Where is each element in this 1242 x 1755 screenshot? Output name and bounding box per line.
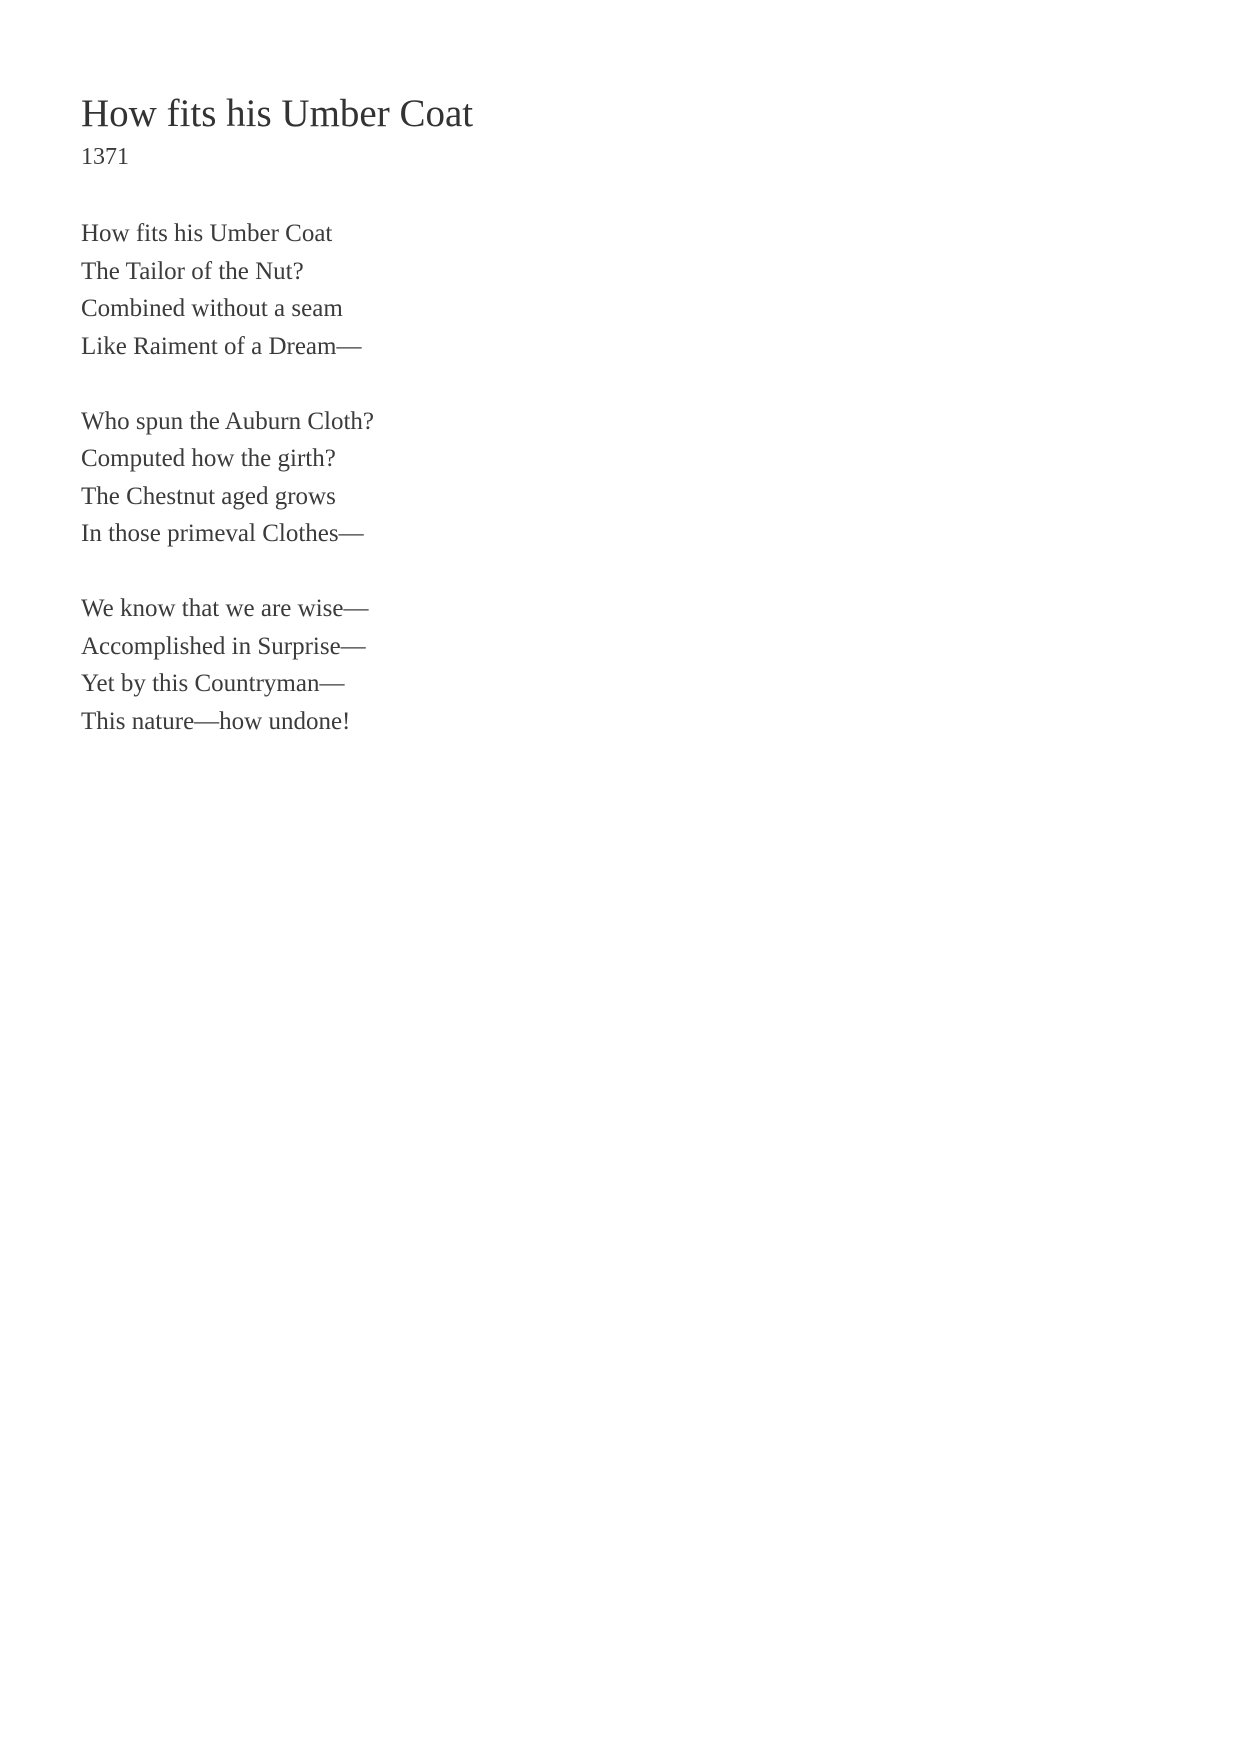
poem-line: Like Raiment of a Dream— [81,332,362,360]
poem-number: 1371 [81,144,129,170]
poem-line: The Tailor of the Nut? [81,257,304,285]
poem-line: The Chestnut aged grows [81,482,336,510]
poem-line: Combined without a seam [81,295,343,322]
poem-line: In those primeval Clothes— [81,520,364,547]
stanza-1 [81,215,1081,365]
poem-line: Yet by this Countryman— [81,670,345,697]
stanza-2 [81,403,1081,553]
stanza-3 [81,590,1081,740]
poem-line: Computed how the girth? [81,445,336,472]
poem-line: How fits his Umber Coat [81,220,333,247]
poem-line: Who spun the Auburn Cloth? [81,407,375,435]
poem-line: Accomplished in Surprise— [81,632,366,660]
poem-line: We know that we are wise— [81,595,369,622]
poem [81,88,1081,778]
poem-title: How fits his Umber Coat [81,92,474,135]
poem-line: This nature—how undone! [81,707,351,735]
